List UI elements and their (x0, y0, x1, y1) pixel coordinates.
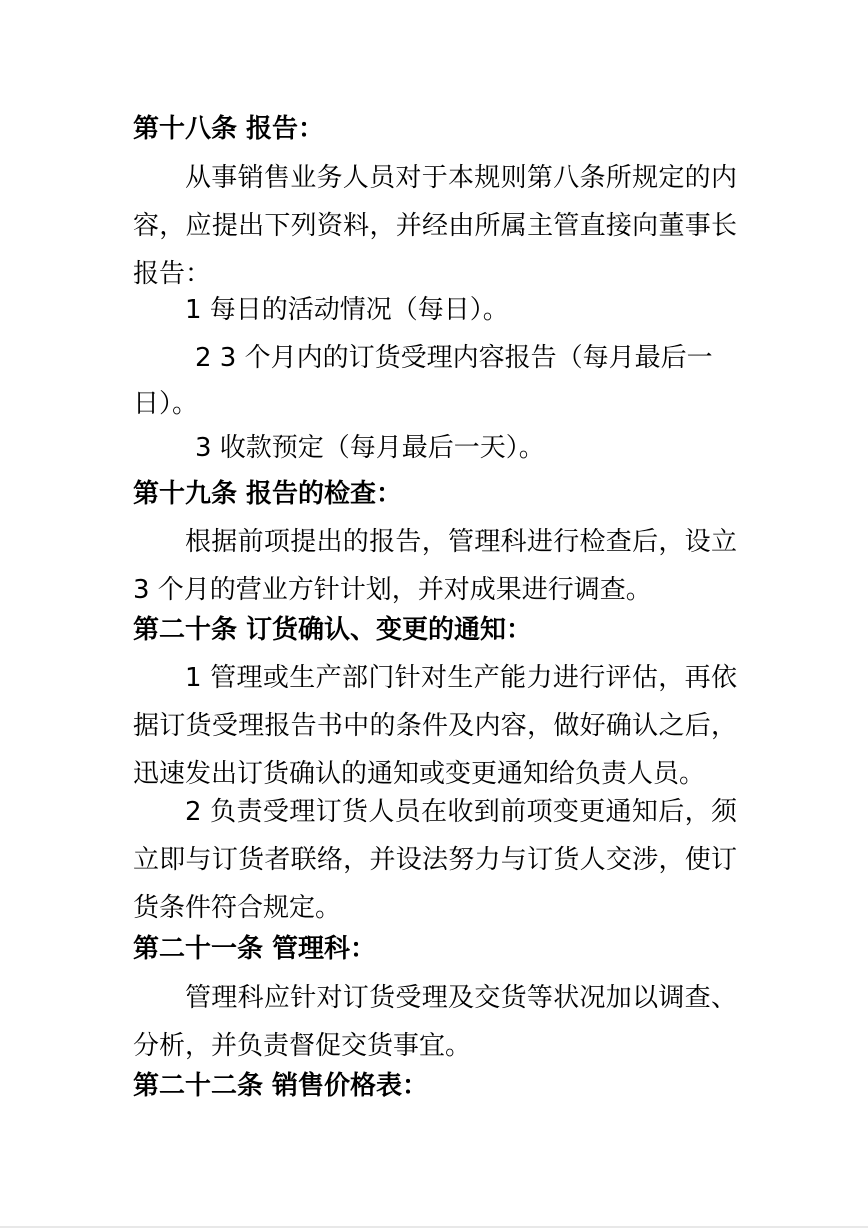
article-18-item-2-line-2: 日）。 (133, 389, 199, 419)
article-18-item-1: 1 每日的活动情况（每日）。 (185, 295, 509, 325)
article-18-item-2-line-1: 2 3 个月内的订货受理内容报告（每月最后一 (195, 343, 713, 373)
article-20-item-1: 1 管理或生产部门针对生产能力进行评估，再依据订货受理报告书中的条件及内容，做好确认之后，迅速发出订货确认的通知或变更通知给负责人员。 (133, 663, 737, 789)
article-19-paragraph: 根据前项提出的报告，管理科进行检查后，设立 3 个月的营业方针计划，并对成果进行调查。 (133, 527, 737, 605)
article-21-paragraph: 管理科应针对订货受理及交货等状况加以调查、分析，并负责督促交货事宜。 (133, 983, 737, 1061)
article-18-item-3: 3 收款预定（每月最后一天）。 (195, 433, 545, 463)
article-20-heading: 第二十条 订货确认、变更的通知： (133, 615, 533, 645)
article-22-heading: 第二十二条 销售价格表： (133, 1071, 429, 1101)
article-19-heading: 第十九条 报告的检查： (133, 479, 403, 509)
article-21-heading: 第二十一条 管理科： (133, 934, 377, 964)
article-18-paragraph: 从事销售业务人员对于本规则第八条所规定的内容，应提出下列资料，并经由所属主管直接向董事长报告： (133, 163, 737, 289)
article-18-heading: 第十八条 报告： (133, 114, 325, 144)
article-20-item-2: 2 负责受理订货人员在收到前项变更通知后，须立即与订货者联络，并设法努力与订货人交涉，使订货条件符合规定。 (133, 797, 737, 923)
